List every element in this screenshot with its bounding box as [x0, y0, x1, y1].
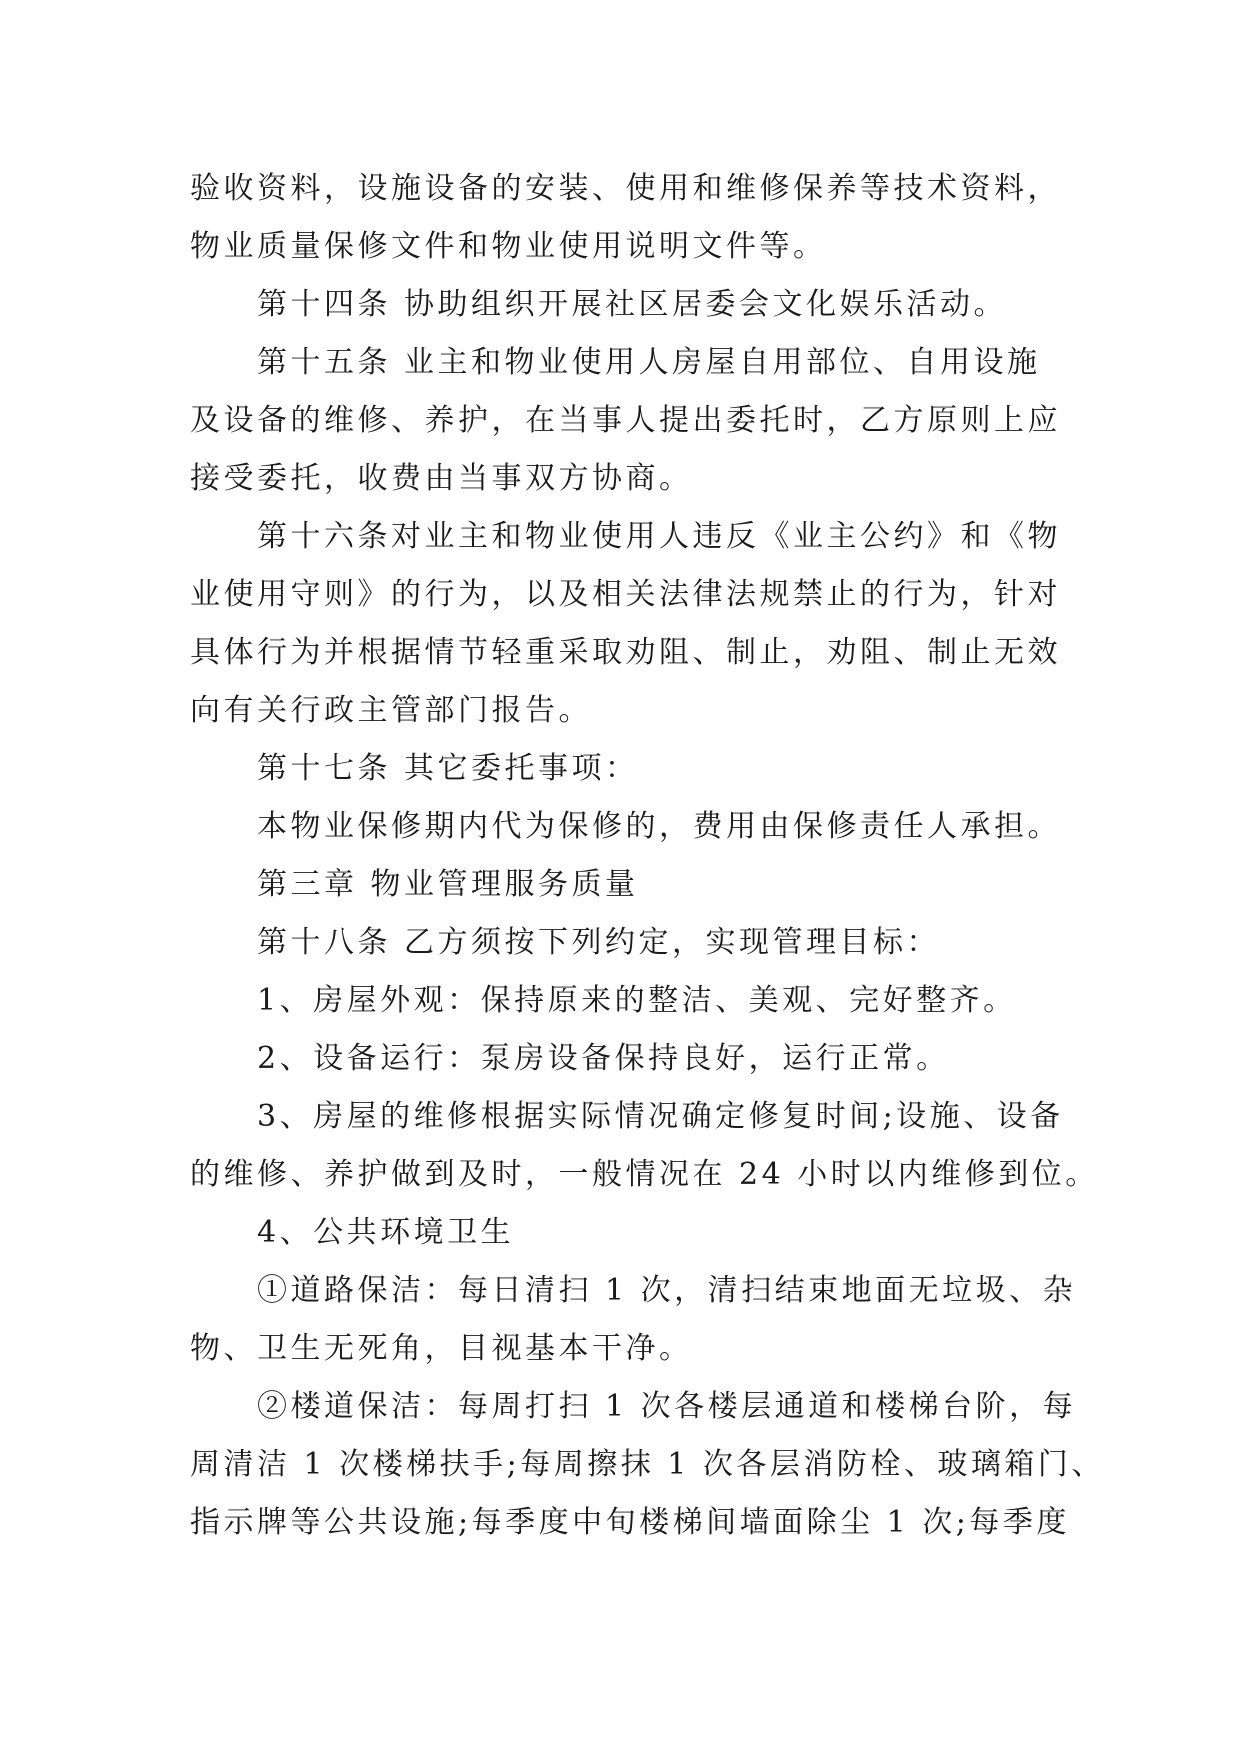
text-line-4: 第十五条 业主和物业使用人房屋自用部位、自用设施 [257, 345, 1041, 380]
text-line-21: 物、卫生无死角，目视基本干净。 [190, 1331, 693, 1366]
text-line-17: 3、房屋的维修根据实际情况确定修复时间;设施、设备 [257, 1099, 1064, 1134]
text-line-15: 1、房屋外观：保持原来的整洁、美观、完好整齐。 [257, 983, 1017, 1018]
text-line-1: 验收资料，设施设备的安装、使用和维修保养等技术资料， [190, 171, 1061, 206]
text-line-11: 第十七条 其它委托事项： [257, 751, 639, 786]
text-line-20: ①道路保洁：每日清扫 1 次，清扫结束地面无垃圾、杂 [257, 1273, 1077, 1308]
document-body [190, 160, 1105, 1552]
text-line-3: 第十四条 协助组织开展社区居委会文化娱乐活动。 [257, 287, 1008, 322]
text-line-14: 第十八条 乙方须按下列约定，实现管理目标： [257, 925, 941, 960]
text-line-8: 业使用守则》的行为，以及相关法律法规禁止的行为，针对 [190, 577, 1061, 612]
text-line-5: 及设备的维修、养护，在当事人提出委托时，乙方原则上应 [190, 403, 1061, 438]
text-line-10: 向有关行政主管部门报告。 [190, 693, 592, 728]
text-line-23: 周清洁 1 次楼梯扶手;每周擦抹 1 次各层消防栓、玻璃箱门、 [190, 1447, 1105, 1482]
text-line-19: 4、公共环境卫生 [257, 1215, 515, 1250]
text-line-18: 的维修、养护做到及时，一般情况在 24 小时以内维修到位。 [190, 1157, 1099, 1192]
text-line-2: 物业质量保修文件和物业使用说明文件等。 [190, 229, 827, 264]
chapter-heading: 第三章 物业管理服务质量 [257, 867, 639, 902]
text-line-24: 指示牌等公共设施;每季度中旬楼梯间墙面除尘 1 次;每季度 [190, 1505, 1070, 1540]
text-line-22: ②楼道保洁：每周打扫 1 次各楼层通道和楼梯台阶，每 [257, 1389, 1077, 1424]
text-line-6: 接受委托，收费由当事双方协商。 [190, 461, 693, 496]
text-line-12: 本物业保修期内代为保修的，费用由保修责任人承担。 [257, 809, 1061, 844]
text-line-9: 具体行为并根据情节轻重采取劝阻、制止，劝阻、制止无效 [190, 635, 1061, 670]
text-line-7: 第十六条对业主和物业使用人违反《业主公约》和《物 [257, 519, 1061, 554]
text-line-16: 2、设备运行：泵房设备保持良好，运行正常。 [257, 1041, 950, 1076]
